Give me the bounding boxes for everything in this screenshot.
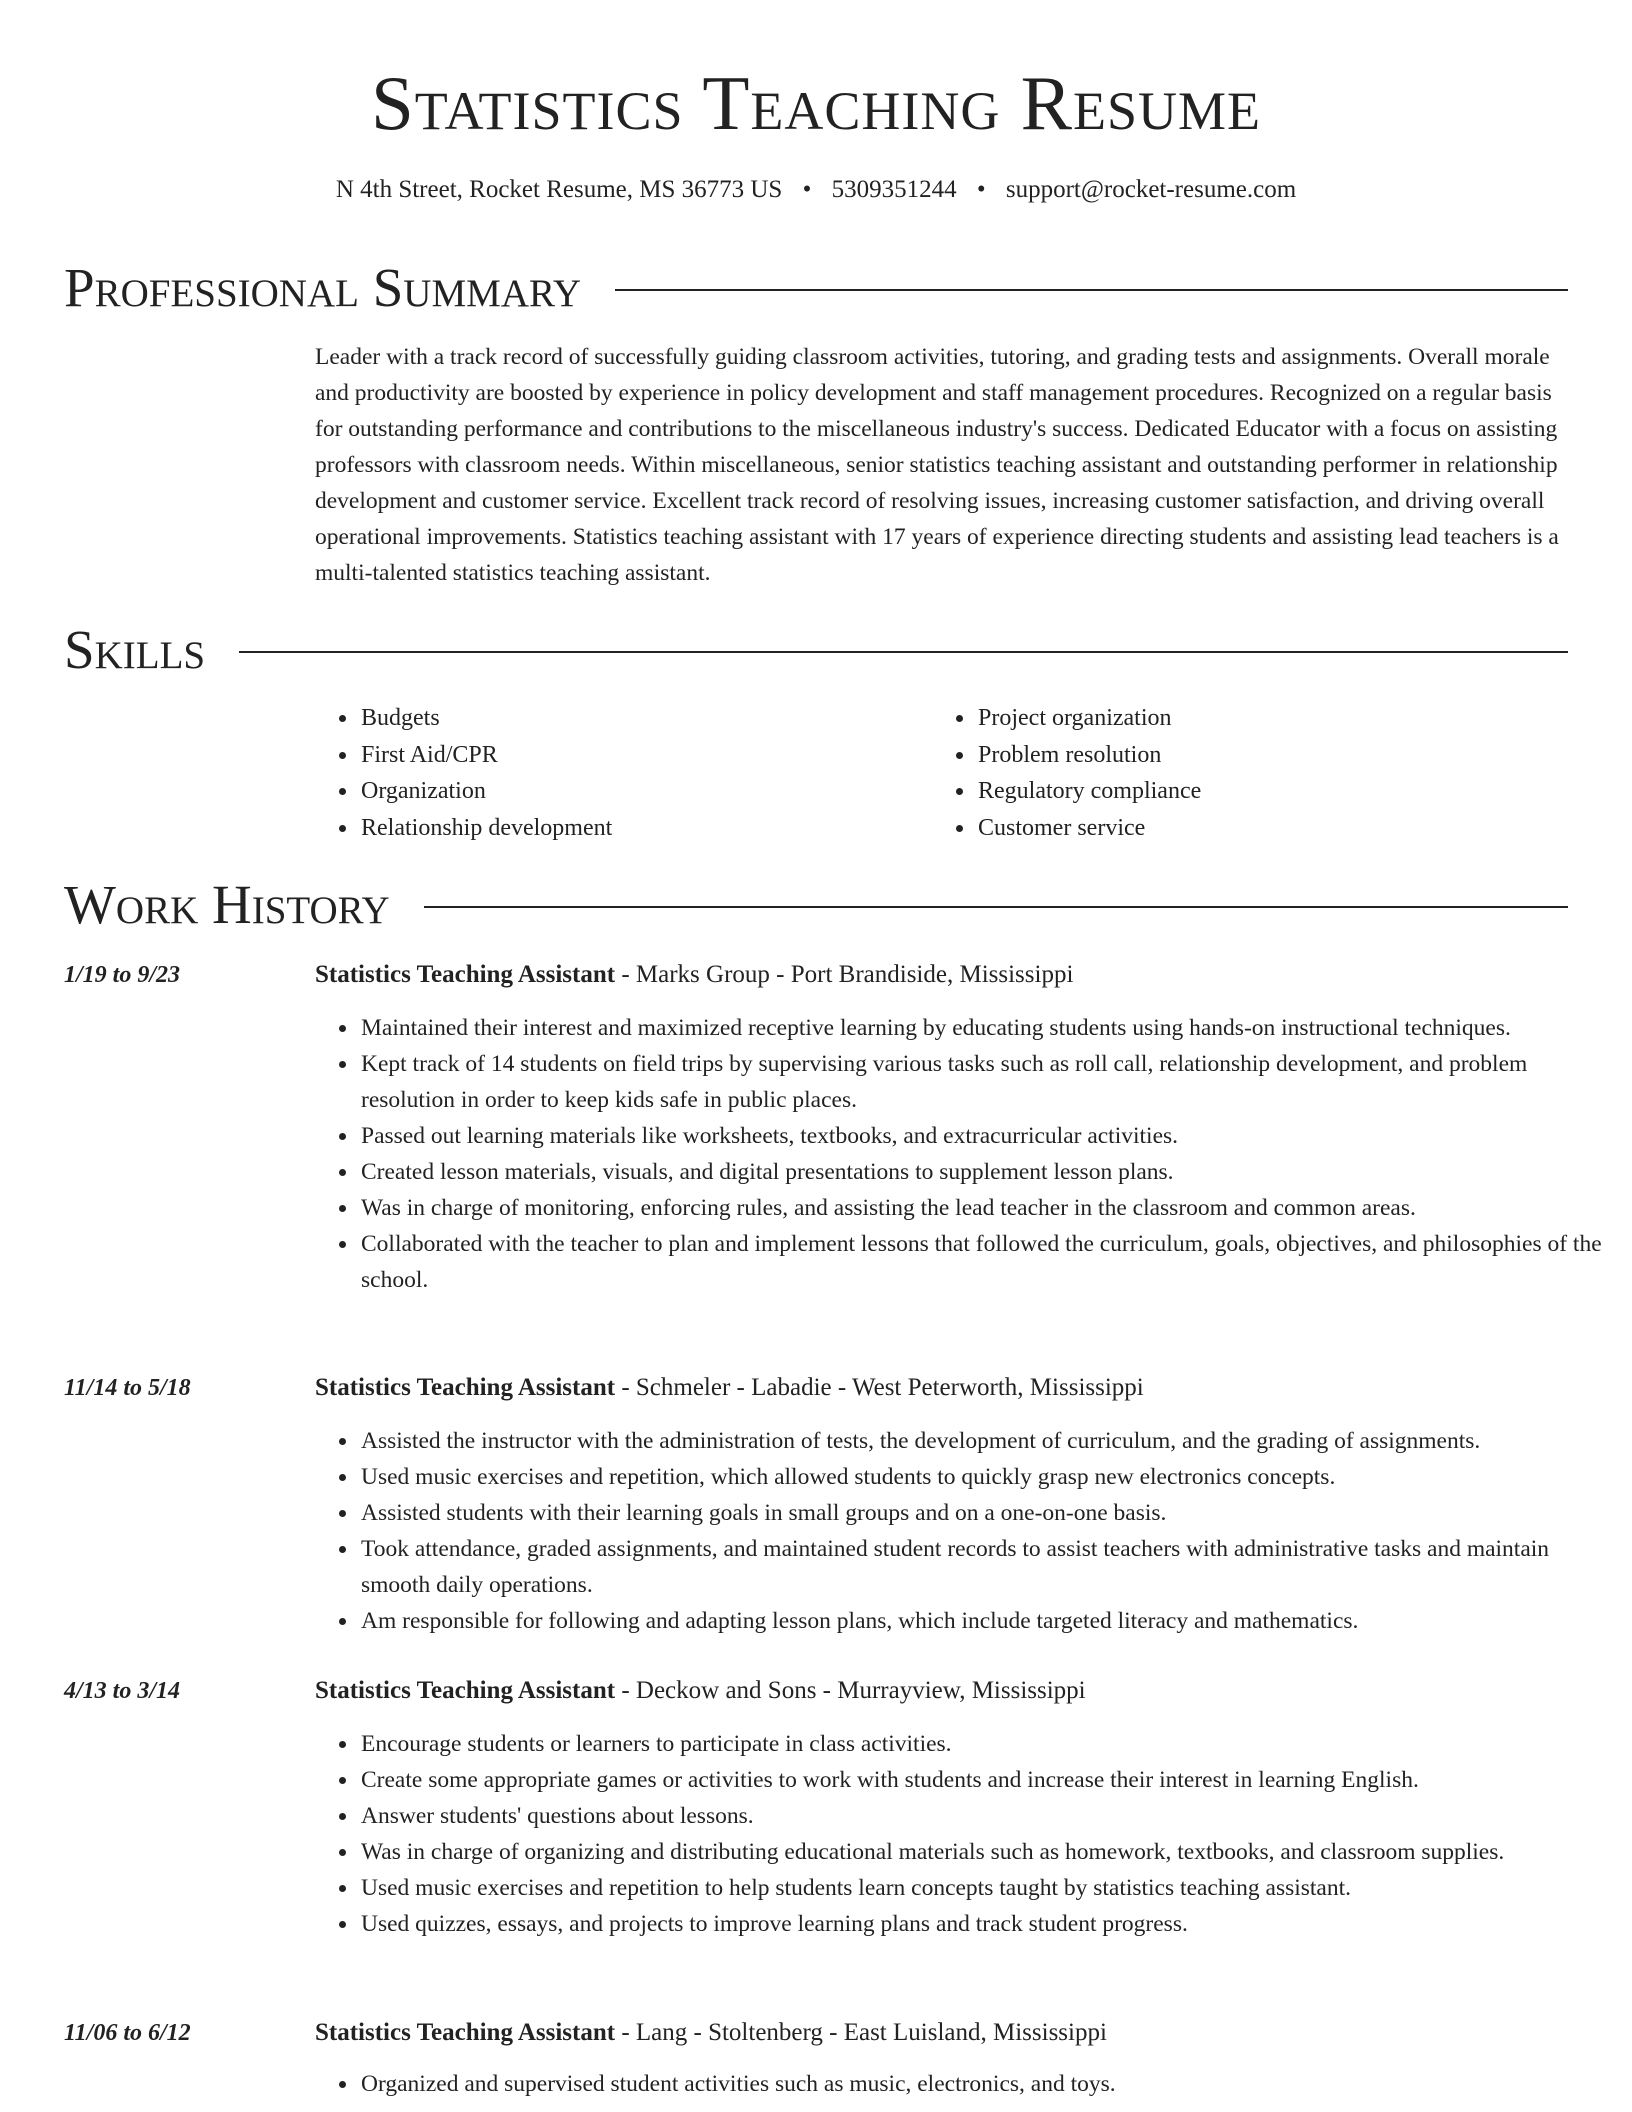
skill-item: • Relationship development: [359, 810, 612, 847]
contact-separator: •: [976, 176, 986, 203]
list-item: • Was in charge of organizing and distributing educational materials such as homework, textbooks, and classroom supplies.: [359, 1834, 1612, 1870]
work-section-header: [64, 875, 1568, 935]
job-employer: - Marks Group - Port Brandiside, Mississippi: [615, 961, 1074, 988]
list-item: • Used quizzes, essays, and projects to improve learning plans and track student progress.: [359, 1906, 1612, 1942]
resume-title: Statistics Teaching Resume: [370, 60, 1261, 146]
list-item: • Created lesson materials, visuals, and digital presentations to supplement lesson plans.: [359, 1154, 1612, 1190]
job-employer: - Lang - Stoltenberg - East Luisland, Mississippi: [615, 2019, 1107, 2046]
work-section-title: Work History: [64, 874, 390, 935]
job-role: Statistics Teaching Assistant: [315, 961, 616, 988]
list-item: • Answer students' questions about lessons.: [359, 1798, 1612, 1834]
job-heading: [315, 959, 1073, 991]
skill-item: • Organization: [359, 773, 612, 810]
list-item: • Organized and supervised student activities such as music, electronics, and toys.: [359, 2066, 1612, 2102]
skills-list-right: [932, 700, 1201, 846]
list-item: • Encourage students or learners to participate in class activities.: [359, 1726, 1612, 1762]
skill-item: • First Aid/CPR: [359, 737, 612, 774]
summary-section-header: [64, 258, 1568, 318]
list-item: • Took attendance, graded assignments, and maintained student records to assist teachers with administrative tasks and maintain smooth daily operations.: [359, 1531, 1612, 1603]
job-role: Statistics Teaching Assistant: [315, 2019, 616, 2046]
skill-item: • Regulatory compliance: [976, 773, 1201, 810]
list-item: • Assisted students with their learning goals in small groups and on a one-on-one basis.: [359, 1495, 1612, 1531]
list-item: • Used music exercises and repetition to help students learn concepts taught by statistics teaching assistant.: [359, 1870, 1612, 1906]
contact-separator: •: [802, 176, 812, 203]
contact-line: [0, 175, 1632, 205]
list-item: • Maintained their interest and maximized receptive learning by educating students using hands-on instructional techniques.: [359, 1010, 1612, 1046]
job-dates: 4/13 to 3/14: [64, 1678, 181, 1704]
section-divider: [239, 651, 1568, 653]
skills-section-title: Skills: [64, 619, 206, 680]
skills-list-left: [315, 700, 612, 846]
list-item: • Assisted the instructor with the administration of tests, the development of curriculum, and the grading of assignments.: [359, 1423, 1612, 1459]
contact-phone: 5309351244: [831, 176, 957, 203]
summary-section-title: Professional Summary: [64, 257, 582, 318]
summary-text: Leader with a track record of successfully guiding classroom activities, tutoring, and grading tests and assignments. Overall morale and productivity are boosted by experience in policy development and staff management procedures. Recognized on a regular basis for outstanding performance and contributions to the miscellaneous industry's success. Dedicated Educator with a focus on assisting professors with classroom needs. Within miscellaneous, senior statistics teaching assistant and outstanding performer in relationship development and customer service. Excellent track record of resolving issues, increasing customer satisfaction, and driving overall operational improvements. Statistics teaching assistant with 17 years of experience directing students and assisting lead teachers is a multi-talented statistics teaching assistant.: [315, 344, 1559, 586]
list-item: • Collaborated with the teacher to plan and implement lessons that followed the curriculum, goals, objectives, and philosophies of the school.: [359, 1226, 1612, 1298]
job-bullets: [315, 1423, 1612, 1639]
contact-address: N 4th Street, Rocket Resume, MS 36773 US: [335, 176, 783, 203]
job-role: Statistics Teaching Assistant: [315, 1677, 616, 1704]
job-employer: - Schmeler - Labadie - West Peterworth, Mississippi: [615, 1374, 1144, 1401]
skill-item: • Project organization: [976, 700, 1201, 737]
job-role: Statistics Teaching Assistant: [315, 1374, 616, 1401]
job-bullets: [315, 2066, 1612, 2102]
skill-item: • Budgets: [359, 700, 612, 737]
section-divider: [615, 289, 1568, 291]
section-divider: [424, 906, 1568, 908]
list-item: • Was in charge of monitoring, enforcing rules, and assisting the lead teacher in the classroom and common areas.: [359, 1190, 1612, 1226]
skills-section-header: [64, 620, 1568, 680]
job-heading: [315, 1372, 1144, 1404]
job-bullets: [315, 1726, 1612, 1942]
job-heading: [315, 1675, 1086, 1707]
job-dates: 11/14 to 5/18: [64, 1375, 191, 1401]
list-item: • Am responsible for following and adapting lesson plans, which include targeted literacy and mathematics.: [359, 1603, 1612, 1639]
skill-item: • Customer service: [976, 810, 1201, 847]
list-item: • Create some appropriate games or activities to work with students and increase their interest in learning English.: [359, 1762, 1612, 1798]
job-employer: - Deckow and Sons - Murrayview, Mississippi: [615, 1677, 1086, 1704]
job-dates: 1/19 to 9/23: [64, 962, 181, 988]
job-dates: 11/06 to 6/12: [64, 2020, 191, 2046]
list-item: • Kept track of 14 students on field trips by supervising various tasks such as roll call, relationship development, and problem resolution in order to keep kids safe in public places.: [359, 1046, 1612, 1118]
contact-email: support@rocket-resume.com: [1005, 176, 1297, 203]
skill-item: • Problem resolution: [976, 737, 1201, 774]
job-bullets: [315, 1010, 1612, 1298]
job-heading: [315, 2017, 1107, 2049]
list-item: • Used music exercises and repetition, which allowed students to quickly grasp new electronics concepts.: [359, 1459, 1612, 1495]
list-item: • Passed out learning materials like worksheets, textbooks, and extracurricular activities.: [359, 1118, 1612, 1154]
